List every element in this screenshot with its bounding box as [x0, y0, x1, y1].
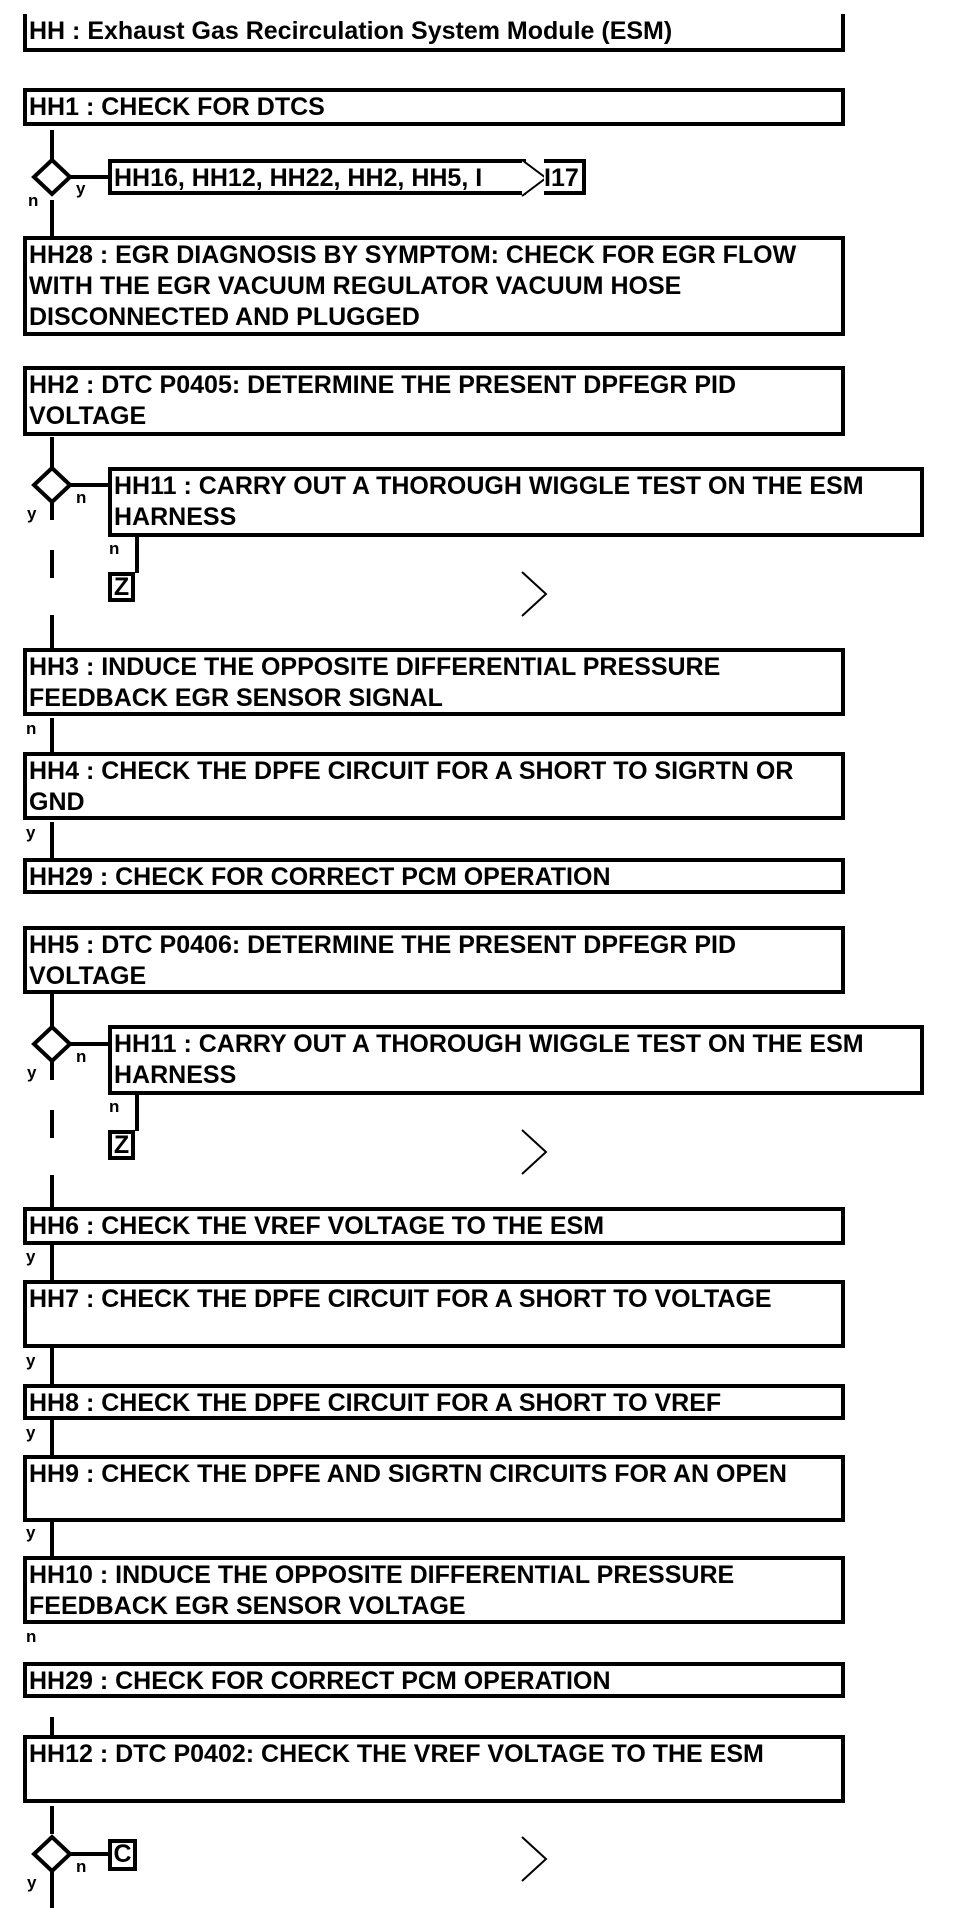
step-hh10: HH10 : INDUCE THE OPPOSITE DIFFERENTIAL PRESSURE FEEDBACK EGR SENSOR VOLTAGE — [23, 1556, 845, 1624]
label-no: n — [76, 1047, 87, 1066]
step-hh28: HH28 : EGR DIAGNOSIS BY SYMPTOM: CHECK FOR EGR FLOW WITH THE EGR VACUUM REGULATOR VACUUM HOSE DISCONNECTED AND PLUGGED — [23, 236, 845, 336]
label-yes: y — [26, 1523, 36, 1542]
connector-c: C — [108, 1839, 137, 1871]
step-hh4: HH4 : CHECK THE DPFE CIRCUIT FOR A SHORT TO SIGRTN OR GND — [23, 752, 845, 820]
label-no: n — [76, 488, 87, 507]
step-hh8: HH8 : CHECK THE DPFE CIRCUIT FOR A SHORT TO VREF — [23, 1384, 845, 1420]
diagram-title: HH : Exhaust Gas Recirculation System Module (ESM) — [23, 14, 845, 52]
step-hh1: HH1 : CHECK FOR DTCS — [23, 88, 845, 126]
label-yes: y — [27, 1063, 37, 1082]
branch-list: HH16, HH12, HH22, HH2, HH5, I — [108, 159, 526, 195]
label-no: n — [76, 1857, 87, 1876]
branch-list-end: I17 — [544, 159, 586, 195]
label-yes: y — [26, 1351, 36, 1370]
label-yes: y — [26, 823, 36, 842]
label-no: n — [26, 1627, 37, 1646]
step-hh29-b: HH29 : CHECK FOR CORRECT PCM OPERATION — [23, 1662, 845, 1698]
label-no: n — [109, 1097, 120, 1116]
step-hh29-a: HH29 : CHECK FOR CORRECT PCM OPERATION — [23, 858, 845, 894]
step-hh2: HH2 : DTC P0405: DETERMINE THE PRESENT DPFEGR PID VOLTAGE — [23, 366, 845, 436]
label-no: n — [28, 191, 39, 210]
step-hh6: HH6 : CHECK THE VREF VOLTAGE TO THE ESM — [23, 1207, 845, 1245]
step-hh3: HH3 : INDUCE THE OPPOSITE DIFFERENTIAL PRESSURE FEEDBACK EGR SENSOR SIGNAL — [23, 648, 845, 716]
step-hh11-b: HH11 : CARRY OUT A THOROUGH WIGGLE TEST ON THE ESM HARNESS — [108, 1025, 924, 1095]
step-hh7: HH7 : CHECK THE DPFE CIRCUIT FOR A SHORT TO VOLTAGE — [23, 1280, 845, 1348]
connector-z-2: Z — [108, 1130, 135, 1160]
label-yes: y — [26, 1247, 36, 1266]
connector-z-1: Z — [108, 572, 135, 602]
label-yes: y — [76, 179, 86, 198]
step-hh12: HH12 : DTC P0402: CHECK THE VREF VOLTAGE TO THE ESM — [23, 1735, 845, 1803]
step-hh5: HH5 : DTC P0406: DETERMINE THE PRESENT DPFEGR PID VOLTAGE — [23, 926, 845, 994]
label-no: n — [109, 539, 120, 558]
label-yes: y — [26, 1423, 36, 1442]
label-yes: y — [27, 504, 37, 523]
label-yes: y — [27, 1873, 37, 1892]
label-no: n — [26, 719, 37, 738]
step-hh9: HH9 : CHECK THE DPFE AND SIGRTN CIRCUITS FOR AN OPEN — [23, 1455, 845, 1522]
step-hh11-a: HH11 : CARRY OUT A THOROUGH WIGGLE TEST ON THE ESM HARNESS — [108, 467, 924, 537]
